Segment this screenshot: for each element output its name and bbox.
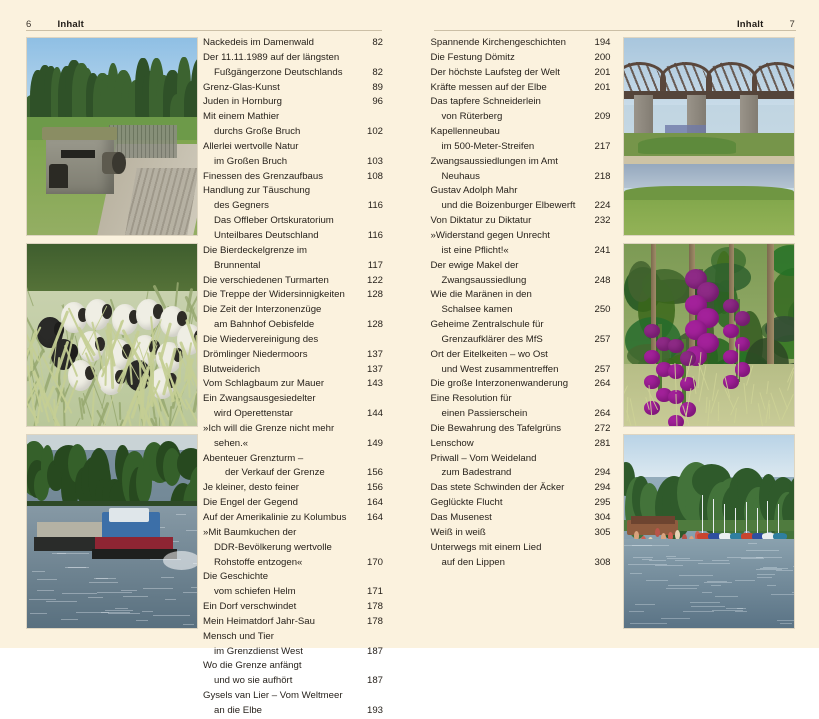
toc-entry[interactable]	[203, 95, 383, 110]
toc-entry-page-number: 89	[372, 81, 383, 96]
toc-entry[interactable]	[431, 155, 611, 170]
toc-entry-title: Eine Resolution für	[431, 392, 512, 407]
toc-entry-title: Nackedeis im Damenwald	[203, 36, 314, 51]
toc-entry-title: Unteilbares Deutschland	[203, 229, 319, 244]
toc-entry-page-number: 250	[594, 303, 610, 318]
toc-entry-title: und wo sie aufhört	[203, 674, 292, 689]
toc-entry-page-number: 116	[368, 199, 383, 214]
toc-entry-title: ist eine Pflicht!«	[431, 244, 509, 259]
toc-entry-title: zum Badestrand	[431, 466, 512, 481]
header-rule-right	[434, 30, 796, 31]
toc-entry-page-number: 170	[367, 556, 383, 571]
toc-entry-title: Das tapfere Schneiderlein	[431, 95, 541, 110]
toc-entry[interactable]	[203, 511, 383, 526]
photo-column-left	[27, 38, 197, 637]
toc-entry[interactable]	[203, 125, 383, 140]
toc-column-left	[203, 36, 383, 719]
toc-entry[interactable]	[203, 363, 383, 378]
toc-entry[interactable]	[203, 630, 383, 645]
toc-entry-title: Geheime Zentralschule für	[431, 318, 544, 333]
folio-left: 6	[26, 19, 31, 30]
toc-entry-title: wird Operettenstar	[203, 407, 293, 422]
toc-entry-title: sehen.«	[203, 437, 248, 452]
toc-entry-title: von Rüterberg	[431, 110, 503, 125]
toc-entry-page-number: 156	[367, 466, 383, 481]
toc-entry-title: Das Offleber Ortskuratorium	[203, 214, 334, 229]
photo-canvas	[27, 244, 197, 426]
toc-entry-page-number: 122	[367, 274, 383, 289]
toc-entry-title: Weiß in weiß	[431, 526, 486, 541]
toc-entry[interactable]	[431, 363, 611, 378]
running-head-left	[26, 17, 84, 31]
toc-entry[interactable]	[431, 274, 611, 289]
toc-entry-title: Gysels van Lier – Vom Weltmeer	[203, 689, 343, 704]
toc-entry-title: Grenzaufklärer des MfS	[431, 333, 543, 348]
toc-entry[interactable]	[203, 645, 383, 660]
toc-entry-title: Unterwegs mit einem Lied	[431, 541, 542, 556]
toc-entry[interactable]	[203, 244, 383, 259]
toc-entry-page-number: 187	[367, 645, 383, 660]
toc-entry-page-number: 209	[594, 110, 610, 125]
toc-entry-page-number: 117	[368, 259, 383, 274]
toc-entry-title: Je kleiner, desto feiner	[203, 481, 299, 496]
toc-entry[interactable]	[431, 511, 611, 526]
toc-entry-title: Die verschiedenen Turmarten	[203, 274, 329, 289]
toc-entry[interactable]	[203, 229, 383, 244]
toc-entry[interactable]	[203, 348, 383, 363]
toc-entry-title: Handlung zur Täuschung	[203, 184, 310, 199]
page-left	[0, 0, 410, 648]
toc-entry-title: Auf der Amerikalinie zu Kolumbus	[203, 511, 346, 526]
photo-canvas	[27, 38, 197, 235]
toc-entry-page-number: 193	[367, 704, 383, 719]
toc-entry-title: Kapellenneubau	[431, 125, 500, 140]
toc-entry-page-number: 295	[594, 496, 610, 511]
toc-entry-page-number: 201	[594, 66, 610, 81]
toc-entry[interactable]	[203, 199, 383, 214]
toc-entry-page-number: 294	[594, 481, 610, 496]
photo-canvas	[27, 435, 197, 628]
toc-entry-page-number: 308	[594, 556, 610, 571]
toc-entry[interactable]	[431, 199, 611, 214]
toc-entry[interactable]	[203, 303, 383, 318]
toc-entry-page-number: 178	[367, 600, 383, 615]
toc-entry-page-number: 224	[594, 199, 610, 214]
toc-entry[interactable]	[203, 259, 383, 274]
toc-entry-page-number: 304	[594, 511, 610, 526]
toc-entry-page-number: 144	[367, 407, 383, 422]
toc-entry-title: der Verkauf der Grenze	[203, 466, 325, 481]
toc-entry-title: einen Passierschein	[431, 407, 528, 422]
toc-entry[interactable]	[431, 303, 611, 318]
toc-entry-title: Zwangsaussiedlungen im Amt	[431, 155, 558, 170]
toc-entry[interactable]	[431, 392, 611, 407]
toc-entry[interactable]	[431, 170, 611, 185]
toc-entry-page-number: 264	[594, 407, 610, 422]
cargo-barge-photo	[27, 435, 197, 628]
running-head-right	[737, 17, 795, 31]
toc-entry[interactable]	[431, 333, 611, 348]
toc-entry-page-number: 305	[594, 526, 610, 541]
toc-entry-title: Mensch und Tier	[203, 630, 274, 645]
photo-canvas	[624, 38, 794, 235]
toc-entry-title: im 500-Meter-Streifen	[431, 140, 535, 155]
toc-entry-title: Kräfte messen auf der Elbe	[431, 81, 547, 96]
toc-entry-page-number: 264	[594, 377, 610, 392]
toc-entry[interactable]	[203, 36, 383, 51]
section-label-left: Inhalt	[57, 19, 84, 30]
toc-entry[interactable]	[203, 452, 383, 467]
toc-entry[interactable]	[431, 259, 611, 274]
border-bunker-photo	[27, 38, 197, 235]
toc-entry-page-number: 137	[367, 363, 383, 378]
toc-entry[interactable]	[431, 318, 611, 333]
foxglove-photo	[624, 244, 794, 426]
toc-entry-title: Die Festung Dömitz	[431, 51, 515, 66]
toc-entry-page-number: 178	[367, 615, 383, 630]
toc-entry-title: Von Diktatur zu Diktatur	[431, 214, 532, 229]
toc-entry[interactable]	[431, 422, 611, 437]
toc-entry-title: Zwangsaussiedlung	[431, 274, 527, 289]
toc-entry-title: Geglückte Flucht	[431, 496, 503, 511]
folio-right: 7	[790, 19, 795, 30]
toc-entry[interactable]	[431, 377, 611, 392]
toc-entry-title: Die Engel der Gegend	[203, 496, 298, 511]
toc-entry-title: Priwall – Vom Weideland	[431, 452, 537, 467]
toc-entry-page-number: 257	[594, 363, 610, 378]
toc-entry-title: und die Boizenburger Elbewerft	[431, 199, 576, 214]
toc-entry-page-number: 164	[367, 496, 383, 511]
toc-entry[interactable]	[431, 140, 611, 155]
toc-entry-page-number: 257	[594, 333, 610, 348]
toc-entry-page-number: 281	[594, 437, 610, 452]
toc-entry[interactable]	[203, 214, 383, 229]
toc-entry-title: im Grenzdienst West	[203, 645, 303, 660]
toc-entry-page-number: 149	[367, 437, 383, 452]
toc-entry-page-number: 194	[594, 36, 610, 51]
toc-entry[interactable]	[203, 170, 383, 185]
photo-column-right	[624, 38, 794, 637]
toc-entry-title: Die Bewahrung des Tafelgrüns	[431, 422, 562, 437]
toc-entry-title: auf den Lippen	[431, 556, 505, 571]
toc-entry-page-number: 294	[594, 466, 610, 481]
toc-entry-title: Fußgängerzone Deutschlands	[203, 66, 343, 81]
toc-entry-title: und West zusammentreffen	[431, 363, 559, 378]
toc-entry[interactable]	[431, 526, 611, 541]
toc-entry[interactable]	[203, 526, 383, 541]
toc-entry[interactable]	[431, 125, 611, 140]
toc-entry-title: Brunnental	[203, 259, 260, 274]
toc-entry[interactable]	[203, 585, 383, 600]
toc-entry-title: Abenteuer Grenzturm –	[203, 452, 303, 467]
toc-entry-title: Rohstoffe entzogen«	[203, 556, 302, 571]
toc-entry-page-number: 116	[368, 229, 383, 244]
toc-entry-title: Lenschow	[431, 437, 474, 452]
toc-entry[interactable]	[203, 392, 383, 407]
toc-entry-title: Schalsee kamen	[431, 303, 513, 318]
toc-column-right	[431, 36, 611, 570]
toc-entry-title: des Gegners	[203, 199, 269, 214]
toc-entry-title: Mit einem Mathier	[203, 110, 279, 125]
toc-entry-title: Das stete Schwinden der Äcker	[431, 481, 565, 496]
toc-entry[interactable]	[431, 407, 611, 422]
toc-entry-page-number: 143	[367, 377, 383, 392]
toc-entry-page-number: 187	[367, 674, 383, 689]
photo-canvas	[624, 244, 794, 426]
header-rule-left	[26, 30, 382, 31]
toc-entry[interactable]	[203, 140, 383, 155]
toc-entry[interactable]	[431, 437, 611, 452]
toc-entry-title: Neuhaus	[431, 170, 480, 185]
toc-entry-title: vom schiefen Helm	[203, 585, 296, 600]
toc-entry[interactable]	[203, 333, 383, 348]
toc-entry-page-number: 171	[367, 585, 383, 600]
toc-entry-title: Vom Schlagbaum zur Mauer	[203, 377, 324, 392]
toc-entry[interactable]	[203, 81, 383, 96]
toc-entry[interactable]	[203, 110, 383, 125]
toc-entry[interactable]	[431, 244, 611, 259]
toc-entry[interactable]	[203, 496, 383, 511]
toc-entry-page-number: 128	[367, 288, 383, 303]
railway-bridge-photo	[624, 38, 794, 235]
toc-entry-page-number: 201	[594, 81, 610, 96]
toc-entry[interactable]	[203, 288, 383, 303]
toc-entry-title: im Großen Bruch	[203, 155, 287, 170]
toc-entry[interactable]	[431, 541, 611, 556]
toc-entry[interactable]	[203, 407, 383, 422]
toc-entry[interactable]	[203, 600, 383, 615]
toc-entry-title: durchs Große Bruch	[203, 125, 300, 140]
toc-entry-title: Ein Dorf verschwindet	[203, 600, 296, 615]
toc-entry[interactable]	[203, 659, 383, 674]
toc-entry-page-number: 272	[594, 422, 610, 437]
toc-entry-title: Ort der Eitelkeiten – wo Ost	[431, 348, 548, 363]
toc-entry-title: Die Treppe der Widersinnigkeiten	[203, 288, 345, 303]
toc-entry-title: Die Wiedervereinigung des	[203, 333, 318, 348]
toc-entry[interactable]	[431, 496, 611, 511]
toc-entry-title: Wo die Grenze anfängt	[203, 659, 302, 674]
toc-entry[interactable]	[431, 466, 611, 481]
toc-entry-page-number: 96	[372, 95, 383, 110]
toc-entry-page-number: 156	[367, 481, 383, 496]
toc-entry-title: Spannende Kirchengeschichten	[431, 36, 566, 51]
toc-entry[interactable]	[431, 184, 611, 199]
toc-entry-title: Ein Zwangsausgesiedelter	[203, 392, 316, 407]
toc-entry[interactable]	[431, 288, 611, 303]
toc-entry-page-number: 102	[367, 125, 383, 140]
toc-entry[interactable]	[431, 51, 611, 66]
toc-entry-title: Der höchste Laufsteg der Welt	[431, 66, 560, 81]
toc-entry-title: DDR-Bevölkerung wertvolle	[203, 541, 332, 556]
toc-entry-title: Finessen des Grenzaufbaus	[203, 170, 323, 185]
toc-entry[interactable]	[203, 466, 383, 481]
toc-entry-title: Blutweiderich	[203, 363, 260, 378]
toc-entry-page-number: 82	[372, 36, 383, 51]
toc-entry-page-number: 164	[367, 511, 383, 526]
toc-entry[interactable]	[203, 556, 383, 571]
toc-entry-title: Grenz-Glas-Kunst	[203, 81, 280, 96]
toc-entry-title: Die große Interzonenwanderung	[431, 377, 569, 392]
toc-entry[interactable]	[203, 318, 383, 333]
toc-entry[interactable]	[203, 615, 383, 630]
toc-entry[interactable]	[203, 184, 383, 199]
toc-entry-title: am Bahnhof Oebisfelde	[203, 318, 314, 333]
toc-entry-title: »Ich will die Grenze nicht mehr	[203, 422, 334, 437]
toc-entry-title: »Widerstand gegen Unrecht	[431, 229, 550, 244]
lake-sailboats-photo	[624, 435, 794, 628]
toc-entry-page-number: 241	[594, 244, 610, 259]
toc-entry-title: Das Musenest	[431, 511, 492, 526]
toc-entry-title: Die Zeit der Interzonenzüge	[203, 303, 321, 318]
toc-entry[interactable]	[431, 229, 611, 244]
toc-entry-page-number: 108	[367, 170, 383, 185]
toc-entry-page-number: 200	[594, 51, 610, 66]
photo-canvas	[624, 435, 794, 628]
toc-entry[interactable]	[203, 377, 383, 392]
toc-entry-page-number: 103	[367, 155, 383, 170]
toc-entry[interactable]	[203, 570, 383, 585]
toc-entry-page-number: 217	[594, 140, 610, 155]
toc-entry-title: Gustav Adolph Mahr	[431, 184, 518, 199]
section-label-right: Inhalt	[737, 19, 764, 30]
toc-entry[interactable]	[203, 689, 383, 704]
toc-entry-title: Mein Heimatdorf Jahr-Sau	[203, 615, 315, 630]
toc-entry[interactable]	[431, 348, 611, 363]
toc-entry[interactable]	[203, 66, 383, 81]
toc-entry-title: Der 11.11.1989 auf der längsten	[203, 51, 339, 66]
toc-entry-title: an die Elbe	[203, 704, 262, 719]
toc-entry-title: »Mit Baumkuchen der	[203, 526, 296, 541]
toc-entry[interactable]	[431, 452, 611, 467]
toc-entry-title: Allerlei wertvolle Natur	[203, 140, 298, 155]
toc-entry[interactable]	[431, 95, 611, 110]
toc-entry[interactable]	[203, 422, 383, 437]
toc-entry-title: Drömlinger Niedermoors	[203, 348, 308, 363]
toc-entry[interactable]	[203, 541, 383, 556]
page-right	[410, 0, 819, 648]
toc-entry[interactable]	[203, 155, 383, 170]
toc-entry[interactable]	[203, 437, 383, 452]
toc-entry[interactable]	[203, 51, 383, 66]
toc-entry-page-number: 128	[367, 318, 383, 333]
toc-entry[interactable]	[203, 704, 383, 719]
toc-entry-title: Die Bierdeckelgrenze im	[203, 244, 307, 259]
toc-entry[interactable]	[431, 81, 611, 96]
toc-entry-title: Der ewige Makel der	[431, 259, 519, 274]
toc-entry[interactable]	[431, 556, 611, 571]
toc-entry-page-number: 232	[594, 214, 610, 229]
toc-entry-page-number: 248	[594, 274, 610, 289]
toc-entry[interactable]	[203, 274, 383, 289]
toc-entry-title: Wie die Maränen in den	[431, 288, 532, 303]
toc-entry[interactable]	[431, 214, 611, 229]
sheep-flock-photo	[27, 244, 197, 426]
toc-entry[interactable]	[431, 36, 611, 51]
toc-entry-title: Juden in Hornburg	[203, 95, 282, 110]
toc-entry-page-number: 82	[372, 66, 383, 81]
toc-entry[interactable]	[431, 66, 611, 81]
toc-entry[interactable]	[203, 674, 383, 689]
toc-entry[interactable]	[203, 481, 383, 496]
toc-entry[interactable]	[431, 110, 611, 125]
toc-entry-page-number: 137	[367, 348, 383, 363]
toc-entry-title: Die Geschichte	[203, 570, 268, 585]
toc-entry-page-number: 218	[594, 170, 610, 185]
toc-entry[interactable]	[431, 481, 611, 496]
